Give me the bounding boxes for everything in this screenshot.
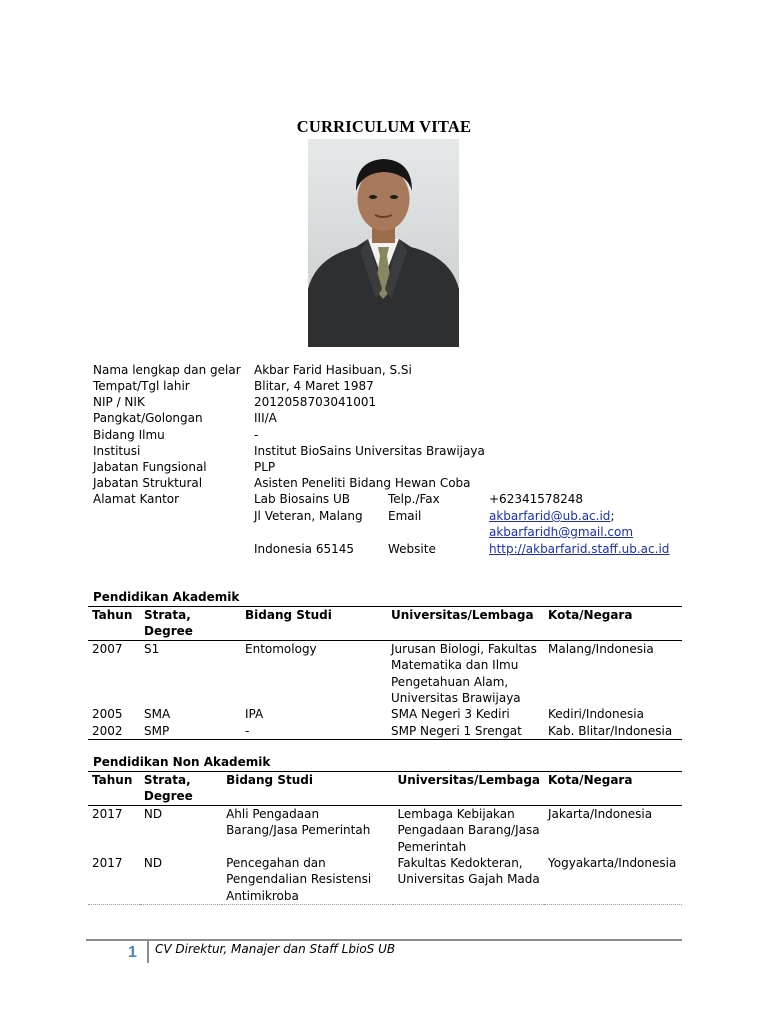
table-cell: SMP [144, 723, 170, 738]
table-row [88, 723, 682, 740]
address-line: Indonesia 65145 [254, 542, 355, 556]
column-header: Kota/Negara [548, 773, 633, 787]
table-header-row [88, 772, 682, 806]
table-cell: SMA Negeri 3 Kediri [391, 707, 510, 722]
address-line: Jl Veteran, Malang [254, 509, 363, 523]
field-value: III/A [254, 411, 277, 425]
field-value: Akbar Farid Hasibuan, S.Si [254, 363, 412, 377]
field-label: Institusi [93, 444, 141, 458]
email-group [489, 524, 633, 540]
column-header: Universitas/Lembaga [391, 608, 534, 622]
field-value: Asisten Peneliti Bidang Hewan Coba [254, 476, 471, 490]
table-cell: ND [143, 856, 163, 871]
column-header: Bidang Studi [226, 773, 313, 787]
field-value: Lab Biosains UB [254, 492, 351, 506]
table-cell: Pencegahan dan Pengendalian Resistensi Antimikroba [226, 856, 372, 903]
field-value: Institut BioSains Universitas Brawijaya [254, 444, 485, 458]
page-number: 1 [128, 944, 137, 961]
academic-table [88, 606, 682, 740]
table-cell: SMP Negeri 1 Srengat [391, 723, 522, 738]
table-cell: Kab. Blitar/Indonesia [548, 723, 673, 738]
table-row [88, 640, 682, 706]
column-header: Universitas/Lembaga [397, 773, 541, 787]
table-cell: Kediri/Indonesia [548, 707, 644, 722]
column-header: Tahun [92, 773, 133, 787]
website-group [489, 541, 669, 557]
column-header: Kota/Negara [548, 608, 633, 622]
telp-value: +62341578248 [489, 492, 584, 506]
nonacademic-table [88, 771, 682, 905]
table-cell: Lembaga Kebijakan Pengadaan Barang/Jasa Pemerintah [397, 806, 540, 854]
column-header: Tahun [92, 608, 133, 622]
field-value: PLP [254, 460, 276, 474]
table-cell: IPA [245, 707, 264, 722]
table-cell: S1 [144, 641, 160, 656]
document-title: CURRICULUM VITAE [296, 117, 472, 136]
table-cell: Malang/Indonesia [548, 641, 654, 656]
table-cell: 2017 [92, 806, 123, 821]
table-cell: Fakultas Kedokteran, Universitas Gajah Mada [397, 856, 540, 887]
table-cell: - [245, 723, 250, 738]
field-value: Blitar, 4 Maret 1987 [254, 379, 374, 393]
table-cell: Yogyakarta/Indonesia [548, 856, 677, 871]
nonacademic-heading: Pendidikan Non Akademik [93, 755, 271, 769]
website-link[interactable]: http://akbarfarid.staff.ub.ac.id [489, 542, 670, 556]
field-label: Nama lengkap dan gelar [93, 363, 241, 377]
email-separator: ; [610, 509, 615, 523]
table-cell: 2002 [92, 723, 123, 738]
academic-heading: Pendidikan Akademik [93, 590, 240, 604]
email-link[interactable]: akbarfarid@ub.ac.id [489, 509, 611, 523]
field-label: Jabatan Fungsional [93, 460, 207, 474]
field-label: Jabatan Struktural [93, 476, 203, 490]
table-cell: ND [143, 806, 163, 821]
table-cell: Ahli Pengadaan Barang/Jasa Pemerintah [226, 806, 371, 838]
footer-divider [86, 939, 682, 941]
table-row [88, 855, 682, 905]
table-cell: Entomology [245, 641, 317, 656]
table-cell: Jakarta/Indonesia [548, 806, 653, 821]
field-label: Alamat Kantor [93, 492, 180, 506]
column-header: Bidang Studi [245, 608, 332, 622]
website-label: Website [388, 542, 436, 556]
field-value: - [254, 428, 259, 442]
column-header: Strata, Degree [144, 608, 193, 639]
table-cell: 2017 [92, 856, 123, 871]
table-cell: 2007 [92, 641, 123, 656]
email-group [489, 508, 614, 524]
field-label: Tempat/Tgl lahir [93, 379, 190, 393]
telp-label: Telp./Fax [388, 492, 440, 506]
table-row [88, 706, 682, 722]
table-cell: Jurusan Biologi, Fakultas Matematika dan Ilmu Pengetahuan Alam, Universitas Brawijaya [391, 641, 537, 706]
profile-photo [308, 139, 459, 347]
table-cell: SMA [144, 707, 171, 722]
field-label: Bidang Ilmu [93, 428, 165, 442]
table-row [88, 805, 682, 855]
column-header: Strata, Degree [143, 773, 193, 804]
table-header-row [88, 607, 682, 641]
footer-separator [147, 941, 149, 963]
email-link-secondary[interactable]: akbarfaridh@gmail.com [489, 525, 634, 539]
table-cell: 2005 [92, 707, 123, 722]
field-value: 2012058703041001 [254, 395, 377, 409]
field-label: Pangkat/Golongan [93, 411, 203, 425]
footer-text: CV Direktur, Manajer dan Staff LbioS UB [155, 942, 396, 956]
field-label: NIP / NIK [93, 395, 145, 409]
email-label: Email [388, 509, 422, 523]
person-illustration [308, 139, 459, 347]
